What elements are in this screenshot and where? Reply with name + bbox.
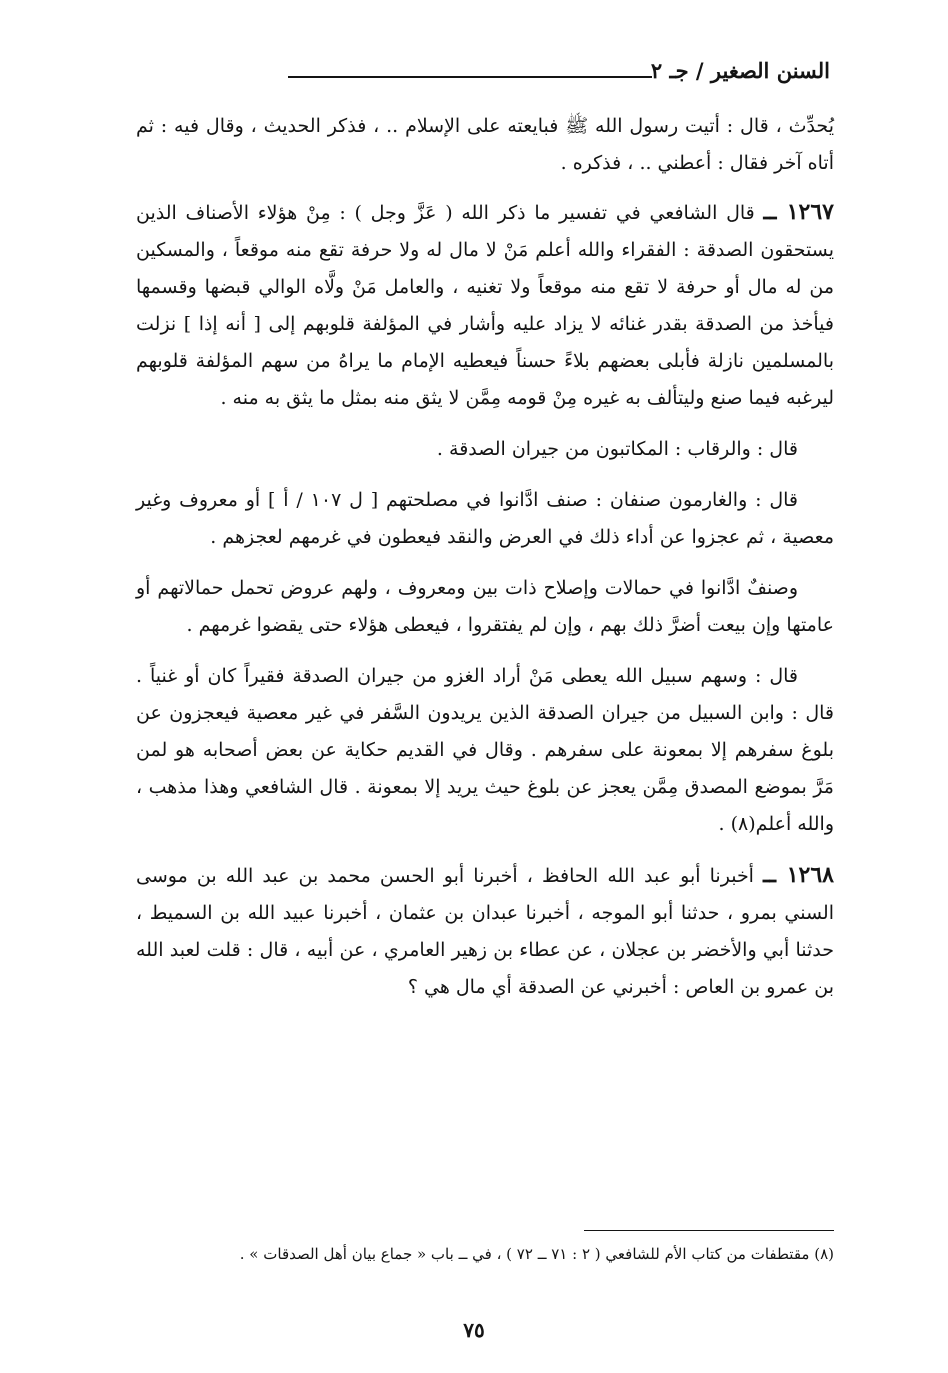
- hadith-1267: [136, 194, 834, 417]
- paragraph-text: قال الشافعي في تفسير ما ذكر الله ( عَزَّ وجل ) : مِنْ هؤلاء الأصناف الذين يستحقون الصدقة : الفقراء والله أعلم مَنْ لا مال له ولا حرفة تقع منه موقعاً ، والمسكين من له مال أو حرفة لا تقع منه موقعاً ولا تغنيه ، والعامل مَنْ ولَّاه الوالي قبضها وقسمها فيأخذ من الصدقة بقدر غنائه لا يزاد عليه وأشار في المؤلفة قلوبهم إلى [ أنه إذا ] نزلت بالمسلمين نازلة فأبلى بعضهم بلاءً حسناً فيعطيه الإمام ما يراهُ من سهم المؤلفة قلوبهم ليرغبه فيما صنع وليتألف به غيره مِنْ قومه مِمَّن لا يثق منه بمثل ما يثق به منه .: [136, 202, 834, 409]
- hadith-1268: [136, 857, 834, 1006]
- paragraph-gharimun: [136, 482, 834, 556]
- paragraph-text: يُحدِّث ، قال : أتيت رسول الله ﷺ فبايعته على الإسلام .. ، فذكر الحديث ، وقال فيه : ثم أتاه آخر فقال : أعطني .. ، فذكره .: [136, 115, 834, 174]
- paragraph-sabil-allah: [136, 658, 834, 843]
- hadith-number: ١٢٦٧ ــ: [763, 199, 834, 225]
- paragraph-text: قال : والرقاب : المكاتبون من جيران الصدقة .: [436, 438, 798, 460]
- paragraph-text: قال : وسهم سبيل الله يعطى مَنْ أراد الغزو من جيران الصدقة فقيراً كان أو غنياً . قال : وابن السبيل من جيران الصدقة الذين يريدون السَّفر في غير معصية فيعجزون عن بلوغ سفرهم إلا بمعونة على سفرهم . وقال في القديم حكاية عن بعض أصحابه هو لمن مَرَّ بموضع المصدق مِمَّن يعجز عن بلوغ حيث يريد إلا بمعونة . قال الشافعي وهذا مذهب ، والله أعلم(٨) .: [136, 665, 834, 835]
- paragraph-riqab: [136, 431, 834, 468]
- hadith-number: ١٢٦٨ ــ: [763, 862, 834, 888]
- header-title: السنن الصغير / جـ ٢: [650, 58, 830, 83]
- paragraph-text: أخبرنا أبو عبد الله الحافظ ، أخبرنا أبو الحسن محمد بن عبد الله بن موسى السني بمرو ، حدثنا أبو الموجه ، أخبرنا عبدان بن عثمان ، أخبرنا عبيد الله بن السميط ، حدثنا أبي والأخضر بن عجلان ، عن عطاء بن زهير العامري ، عن أبيه ، قال : قلت لعبد الله بن عمرو بن العاص : أخبرني عن الصدقة أي مال هي ؟: [136, 865, 834, 998]
- paragraph-text: وصنفٌ ادَّانوا في حمالات وإصلاح ذات بين ومعروف ، ولهم عروض تحمل حمالاتهم أو عامتها وإن بيعت أضرَّ ذلك بهم ، وإن لم يفتقروا ، فيعطى هؤلاء حتى يقضوا غرمهم .: [136, 577, 834, 636]
- main-text: [136, 108, 834, 1020]
- paragraph-text: قال : والغارمون صنفان : صنف ادَّانوا في مصلحتهم [ ل ١٠٧ / أ ] أو معروف وغير معصية ، ثم عجزوا عن أداء ذلك في العرض والنقد فيعطون في غرمهم لعجزهم .: [136, 489, 834, 548]
- header-rule: [288, 76, 652, 78]
- footnote: (٨) مقتطفات من كتاب الأم للشافعي ( ٢ : ٧١ ــ ٧٢ ) ، في ــ باب « جماع بيان أهل الصدقات » .: [239, 1245, 834, 1263]
- running-header: [288, 52, 830, 92]
- paragraph-second-type: [136, 570, 834, 644]
- page-number: ٧٥: [463, 1318, 485, 1342]
- paragraph-continuation: [136, 108, 834, 182]
- footnote-separator: [584, 1230, 834, 1231]
